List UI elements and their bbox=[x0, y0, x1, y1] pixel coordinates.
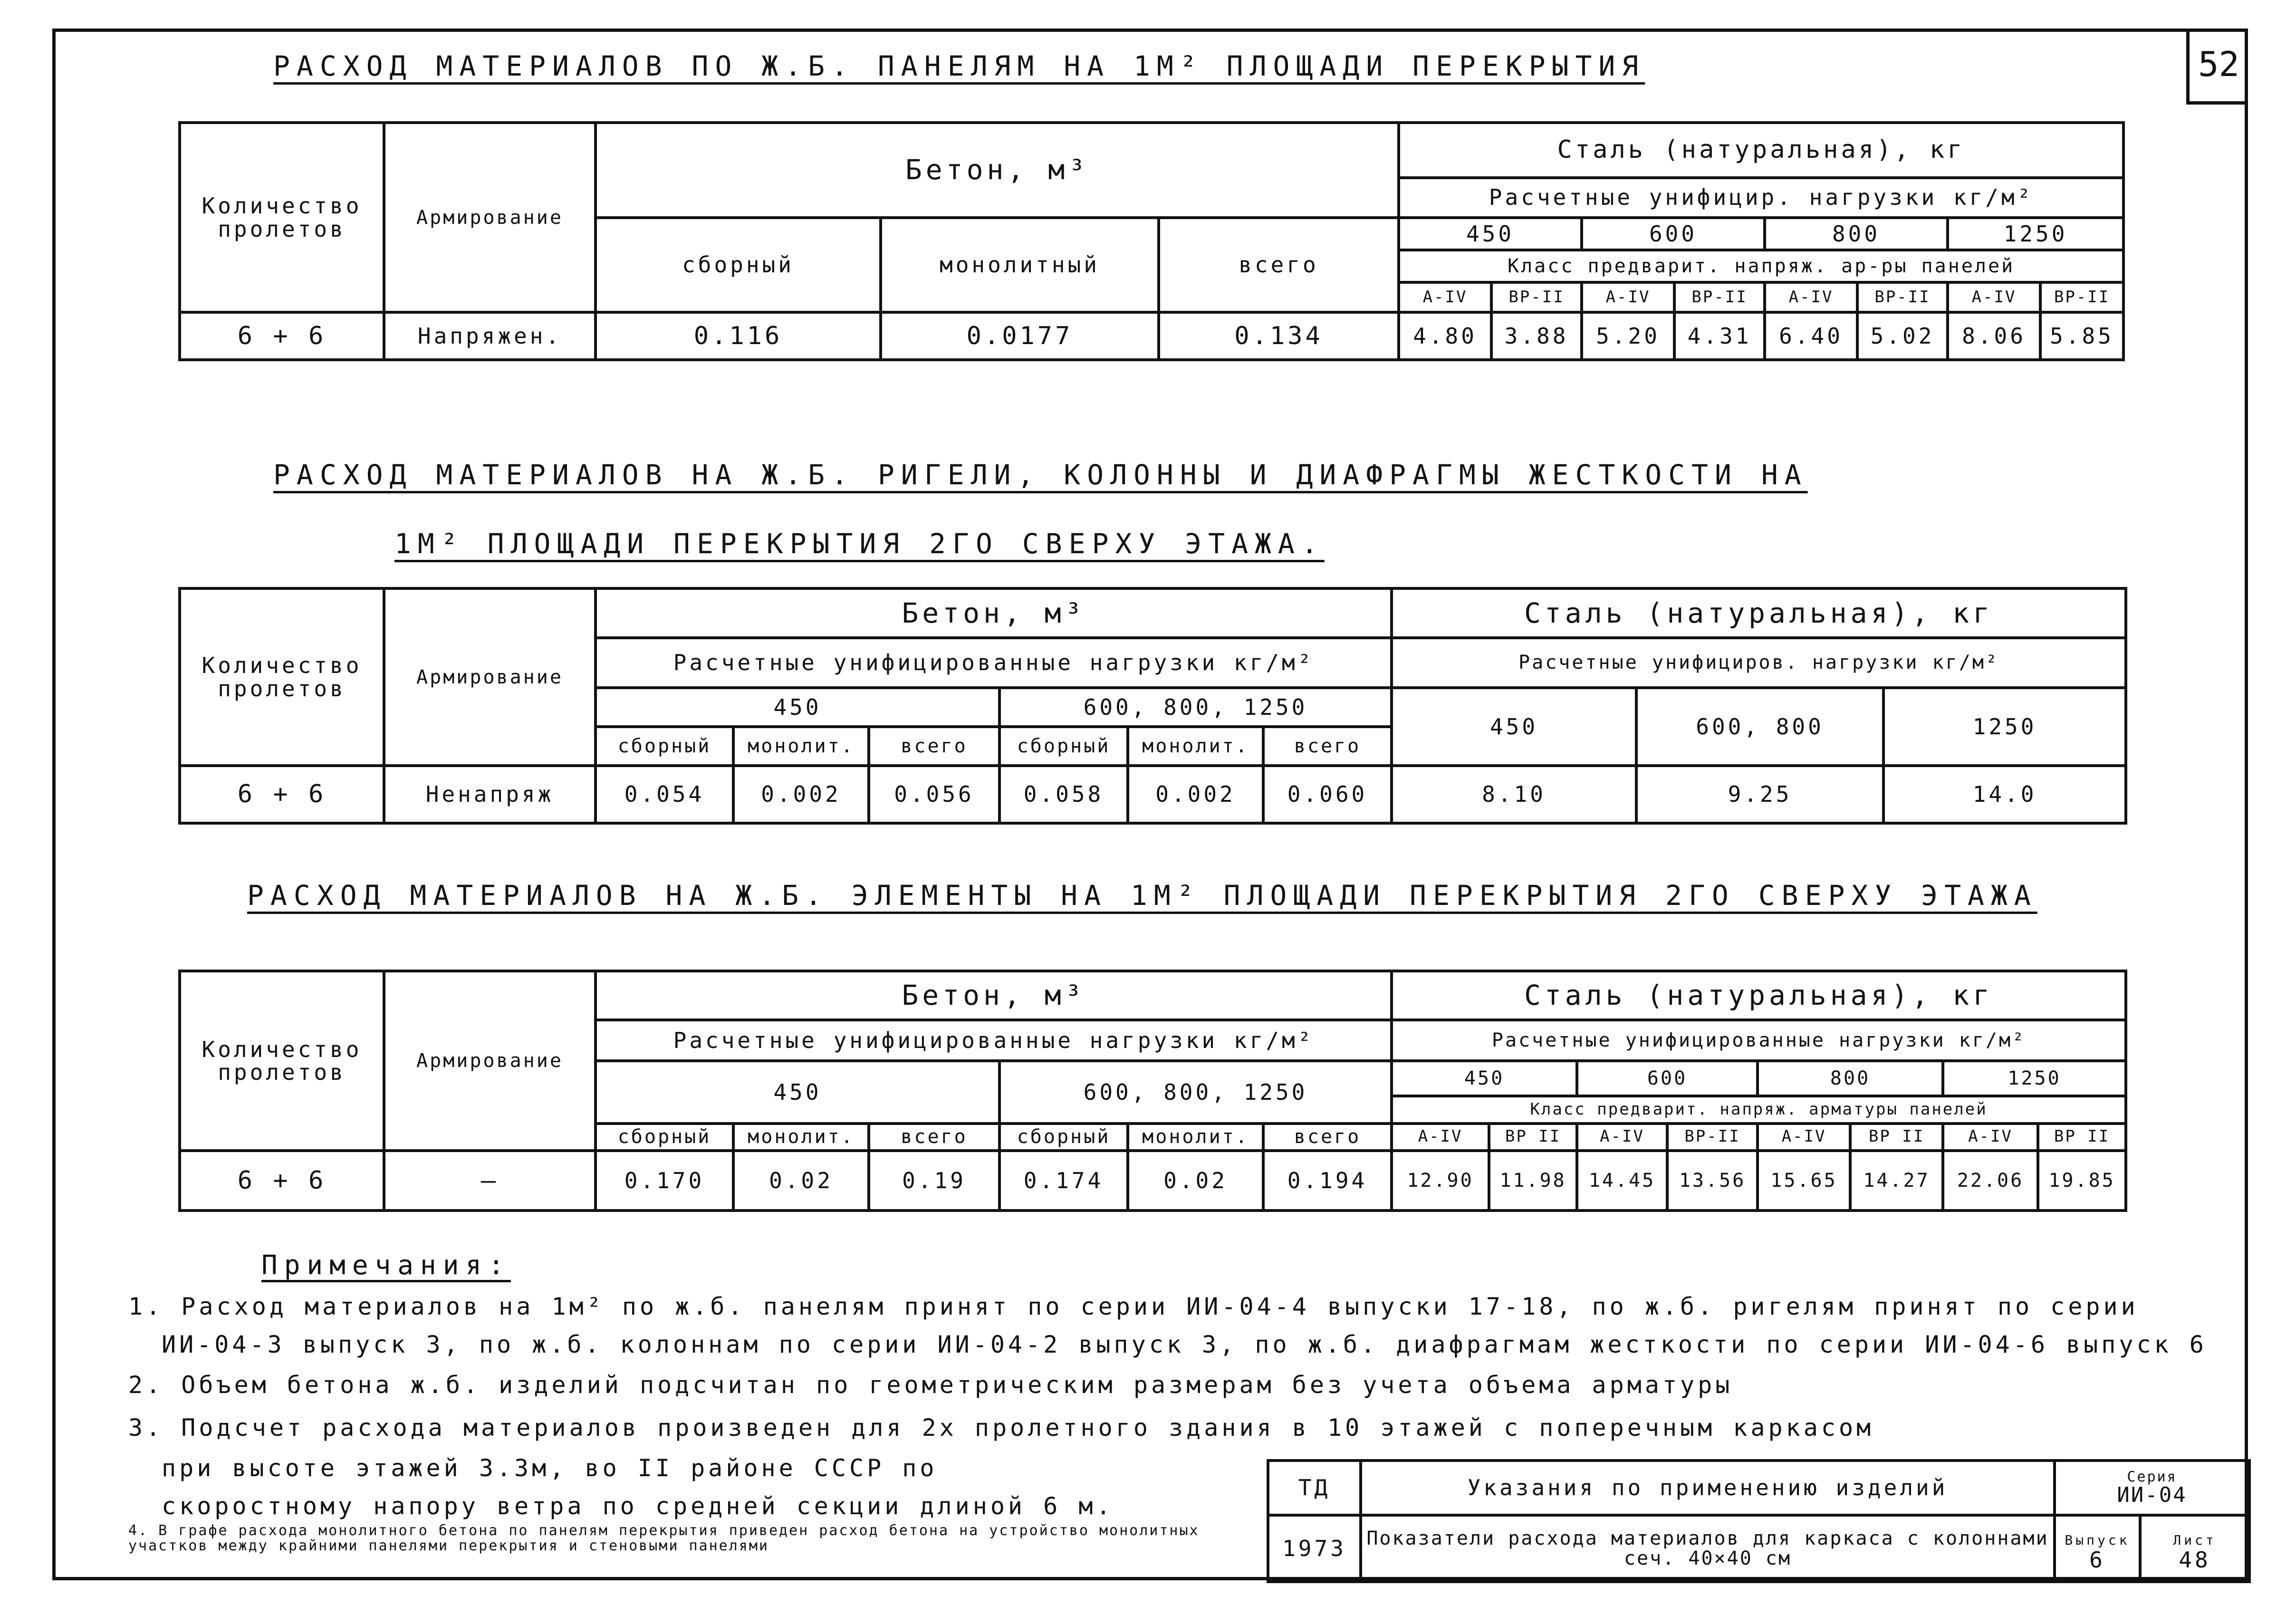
t3-beton-col-5: всего bbox=[1263, 1124, 1392, 1151]
t3-steel-load-0: 450 bbox=[1392, 1061, 1577, 1096]
stamp-title-1: Указания по применению изделий bbox=[1361, 1461, 2055, 1515]
t2-beton-load-header: Расчетные унифицированные нагрузки кг/м² bbox=[596, 638, 1392, 687]
t1-class-header: Класс предварит. напряж. ар-ры панелей bbox=[1399, 250, 2123, 282]
stamp-year: 1973 bbox=[1268, 1515, 1361, 1582]
t3-row-steel-6: 22.06 bbox=[1943, 1151, 2038, 1211]
t2-beton-col-1: монолит. bbox=[733, 727, 869, 766]
note-3-line1: 3. Подсчет расхода материалов произведен для 2х пролетного здания в 10 этажей с поперечным каркасом bbox=[128, 1414, 1874, 1442]
t1-spans-header: Количество пролетов bbox=[180, 123, 384, 312]
t1-load-2: 800 bbox=[1765, 218, 1948, 250]
t3-row-beton-4: 0.02 bbox=[1128, 1151, 1263, 1211]
t1-beton-col-1: монолитный bbox=[881, 218, 1159, 313]
t3-steel-load-1: 600 bbox=[1577, 1061, 1758, 1096]
t2-steel-load-2: 1250 bbox=[1883, 688, 2126, 766]
t1-beton-col-0: сборный bbox=[596, 218, 881, 313]
t2-row-beton-2: 0.056 bbox=[869, 766, 999, 823]
t3-class-0: А-IV bbox=[1392, 1124, 1489, 1151]
t2-row-beton-5: 0.060 bbox=[1263, 766, 1392, 823]
t1-class-7: ВР-II bbox=[2040, 282, 2123, 312]
t1-class-3: ВР-II bbox=[1674, 282, 1765, 312]
t3-row-steel-0: 12.90 bbox=[1392, 1151, 1489, 1211]
t3-steel-load-header: Расчетные унифицированные нагрузки кг/м² bbox=[1392, 1020, 2126, 1061]
t3-row-steel-4: 15.65 bbox=[1758, 1151, 1850, 1211]
t3-beton-col-2: всего bbox=[869, 1124, 999, 1151]
t2-beton-col-4: монолит. bbox=[1128, 727, 1263, 766]
t2-beton-col-5: всего bbox=[1263, 727, 1392, 766]
t1-class-4: А-IV bbox=[1765, 282, 1857, 312]
t3-class-1: ВР II bbox=[1489, 1124, 1577, 1151]
table3 bbox=[178, 970, 2127, 1212]
t2-beton-load-0: 450 bbox=[596, 688, 999, 727]
t1-row-spans: 6 + 6 bbox=[180, 312, 384, 360]
t2-row-arm: Ненапряж bbox=[384, 766, 596, 823]
stamp-td: ТД bbox=[1268, 1461, 1361, 1515]
note-3-line2: при высоте этажей 3.3м, во II районе СССР по bbox=[162, 1454, 938, 1482]
t2-steel-header: Сталь (натуральная), кг bbox=[1392, 588, 2126, 638]
t3-beton-header: Бетон, м³ bbox=[596, 971, 1392, 1020]
t3-beton-load-1: 600, 800, 1250 bbox=[999, 1061, 1392, 1124]
t3-beton-col-1: монолит. bbox=[733, 1124, 869, 1151]
t3-class-header: Класс предварит. напряж. арматуры панелей bbox=[1392, 1096, 2126, 1123]
t1-row-steel-5: 5.02 bbox=[1857, 312, 1948, 360]
t3-steel-load-2: 800 bbox=[1758, 1061, 1943, 1096]
t1-row-steel-1: 3.88 bbox=[1491, 312, 1582, 360]
t3-class-7: ВР II bbox=[2038, 1124, 2126, 1151]
t2-row-steel-1: 9.25 bbox=[1636, 766, 1883, 823]
t3-beton-load-header: Расчетные унифицированные нагрузки кг/м² bbox=[596, 1020, 1392, 1061]
t2-beton-header: Бетон, м³ bbox=[596, 588, 1392, 638]
t3-class-3: ВР-II bbox=[1667, 1124, 1758, 1151]
t3-row-beton-0: 0.170 bbox=[596, 1151, 733, 1211]
t2-beton-col-3: сборный bbox=[999, 727, 1128, 766]
t2-row-beton-4: 0.002 bbox=[1128, 766, 1263, 823]
t1-load-0: 450 bbox=[1399, 218, 1582, 250]
t1-row-beton-2: 0.134 bbox=[1159, 312, 1399, 360]
t3-class-4: А-IV bbox=[1758, 1124, 1850, 1151]
t2-steel-load-1: 600, 800 bbox=[1636, 688, 1883, 766]
stamp-issue-label: Выпуск bbox=[2065, 1532, 2130, 1548]
t1-class-5: ВР-II bbox=[1857, 282, 1948, 312]
t1-class-0: А-IV bbox=[1399, 282, 1491, 312]
t3-row-steel-2: 14.45 bbox=[1577, 1151, 1667, 1211]
t3-row-steel-1: 11.98 bbox=[1489, 1151, 1577, 1211]
stamp-series-label: Серия bbox=[2127, 1468, 2177, 1485]
t3-row-steel-3: 13.56 bbox=[1667, 1151, 1758, 1211]
t1-class-2: А-IV bbox=[1582, 282, 1674, 312]
t2-row-beton-3: 0.058 bbox=[999, 766, 1128, 823]
stamp-title-2: Показатели расхода материалов для каркаса с колоннами сеч. 40×40 см bbox=[1361, 1515, 2055, 1582]
t2-spans-header: Количество пролетов bbox=[180, 588, 384, 766]
t2-row-steel-0: 8.10 bbox=[1392, 766, 1636, 823]
t3-arm-header: Армирование bbox=[384, 971, 596, 1151]
title-block bbox=[1267, 1459, 2251, 1583]
t1-arm-header: Армирование bbox=[384, 123, 596, 312]
note-1-line1: 1. Расход материалов на 1м² по ж.б. панелям принят по серии ИИ-04-4 выпуски 17-18, по ж.б. ригелям принят по серии bbox=[128, 1293, 2139, 1320]
t2-steel-load-header: Расчетные унифициров. нагрузки кг/м² bbox=[1392, 638, 2126, 687]
stamp-series bbox=[2055, 1461, 2249, 1515]
t1-steel-load-header: Расчетные унифицир. нагрузки кг/м² bbox=[1399, 178, 2123, 218]
stamp-sheet-value: 48 bbox=[2179, 1547, 2211, 1573]
stamp-series-value: ИИ-04 bbox=[2117, 1483, 2187, 1508]
t1-row-steel-6: 8.06 bbox=[1948, 312, 2040, 360]
t2-beton-col-0: сборный bbox=[596, 727, 733, 766]
t1-row-steel-7: 5.85 bbox=[2040, 312, 2123, 360]
t3-beton-col-4: монолит. bbox=[1128, 1124, 1263, 1151]
stamp-issue bbox=[2055, 1515, 2140, 1582]
t2-steel-load-0: 450 bbox=[1392, 688, 1636, 766]
page-number: 52 bbox=[2186, 29, 2248, 105]
t3-steel-header: Сталь (натуральная), кг bbox=[1392, 971, 2126, 1020]
table1 bbox=[178, 121, 2125, 361]
t3-class-5: ВР II bbox=[1850, 1124, 1943, 1151]
note-3-line3: скоростному напору ветра по средней секции длиной 6 м. bbox=[162, 1492, 1114, 1520]
t3-row-beton-1: 0.02 bbox=[733, 1151, 869, 1211]
stamp-sheet-label: Лист bbox=[2173, 1532, 2217, 1548]
t3-row-spans: 6 + 6 bbox=[180, 1151, 384, 1211]
t1-row-steel-4: 6.40 bbox=[1765, 312, 1857, 360]
t1-steel-header: Сталь (натуральная), кг bbox=[1399, 123, 2123, 178]
table2-title-line1: РАСХОД МАТЕРИАЛОВ НА Ж.Б. РИГЕЛИ, КОЛОННЫ И ДИАФРАГМЫ ЖЕСТКОСТИ НА bbox=[273, 459, 1808, 491]
t3-beton-col-0: сборный bbox=[596, 1124, 733, 1151]
stamp-sheet bbox=[2140, 1515, 2249, 1582]
table1-title: РАСХОД МАТЕРИАЛОВ ПО Ж.Б. ПАНЕЛЯМ НА 1М² ПЛОЩАДИ ПЕРЕКРЫТИЯ bbox=[273, 50, 1645, 82]
t2-row-beton-0: 0.054 bbox=[596, 766, 733, 823]
table2-title-line2: 1М² ПЛОЩАДИ ПЕРЕКРЫТИЯ 2ГО СВЕРХУ ЭТАЖА. bbox=[394, 528, 1325, 560]
t3-class-2: А-IV bbox=[1577, 1124, 1667, 1151]
t1-class-1: ВР-II bbox=[1491, 282, 1582, 312]
t1-beton-col-2: всего bbox=[1159, 218, 1399, 313]
t2-beton-load-1: 600, 800, 1250 bbox=[999, 688, 1392, 727]
t1-row-steel-3: 4.31 bbox=[1674, 312, 1765, 360]
t2-row-steel-2: 14.0 bbox=[1883, 766, 2126, 823]
t3-steel-load-3: 1250 bbox=[1943, 1061, 2126, 1096]
t3-row-arm: — bbox=[384, 1151, 596, 1211]
note-2: 2. Объем бетона ж.б. изделий подсчитан по геометрическим размерам без учета объема арматуры bbox=[128, 1371, 1733, 1399]
t1-row-steel-0: 4.80 bbox=[1399, 312, 1491, 360]
t1-beton-header: Бетон, м³ bbox=[596, 123, 1399, 218]
notes-heading: Примечания: bbox=[261, 1250, 511, 1281]
t2-row-beton-1: 0.002 bbox=[733, 766, 869, 823]
t1-load-3: 1250 bbox=[1948, 218, 2123, 250]
t3-class-6: А-IV bbox=[1943, 1124, 2038, 1151]
t3-row-beton-2: 0.19 bbox=[869, 1151, 999, 1211]
t3-beton-col-3: сборный bbox=[999, 1124, 1128, 1151]
t3-spans-header: Количество пролетов bbox=[180, 971, 384, 1151]
t1-row-beton-1: 0.0177 bbox=[881, 312, 1159, 360]
t1-class-6: А-IV bbox=[1948, 282, 2040, 312]
table2 bbox=[178, 587, 2127, 825]
t1-row-steel-2: 5.20 bbox=[1582, 312, 1674, 360]
t2-beton-col-2: всего bbox=[869, 727, 999, 766]
t3-row-beton-3: 0.174 bbox=[999, 1151, 1128, 1211]
t1-row-beton-0: 0.116 bbox=[596, 312, 881, 360]
t1-row-arm: Напряжен. bbox=[384, 312, 596, 360]
stamp-issue-value: 6 bbox=[2089, 1547, 2105, 1573]
t2-row-spans: 6 + 6 bbox=[180, 766, 384, 823]
note-1-line2: ИИ-04-3 выпуск 3, по ж.б. колоннам по серии ИИ-04-2 выпуск 3, по ж.б. диафрагмам жесткости по серии ИИ-04-6 выпуск 6 bbox=[162, 1331, 2207, 1358]
t2-arm-header: Армирование bbox=[384, 588, 596, 766]
t3-row-steel-7: 19.85 bbox=[2038, 1151, 2126, 1211]
t3-row-steel-5: 14.27 bbox=[1850, 1151, 1943, 1211]
t3-beton-load-0: 450 bbox=[596, 1061, 999, 1124]
note-4: 4. В графе расхода монолитного бетона по панелям перекрытия приведен расход бетона на устройство монолитных участков между крайними панелями перекрытия и стеновыми панелями bbox=[128, 1522, 1200, 1554]
t3-row-beton-5: 0.194 bbox=[1263, 1151, 1392, 1211]
table3-title: РАСХОД МАТЕРИАЛОВ НА Ж.Б. ЭЛЕМЕНТЫ НА 1М² ПЛОЩАДИ ПЕРЕКРЫТИЯ 2ГО СВЕРХУ ЭТАЖА bbox=[247, 879, 2037, 912]
t1-load-1: 600 bbox=[1582, 218, 1765, 250]
